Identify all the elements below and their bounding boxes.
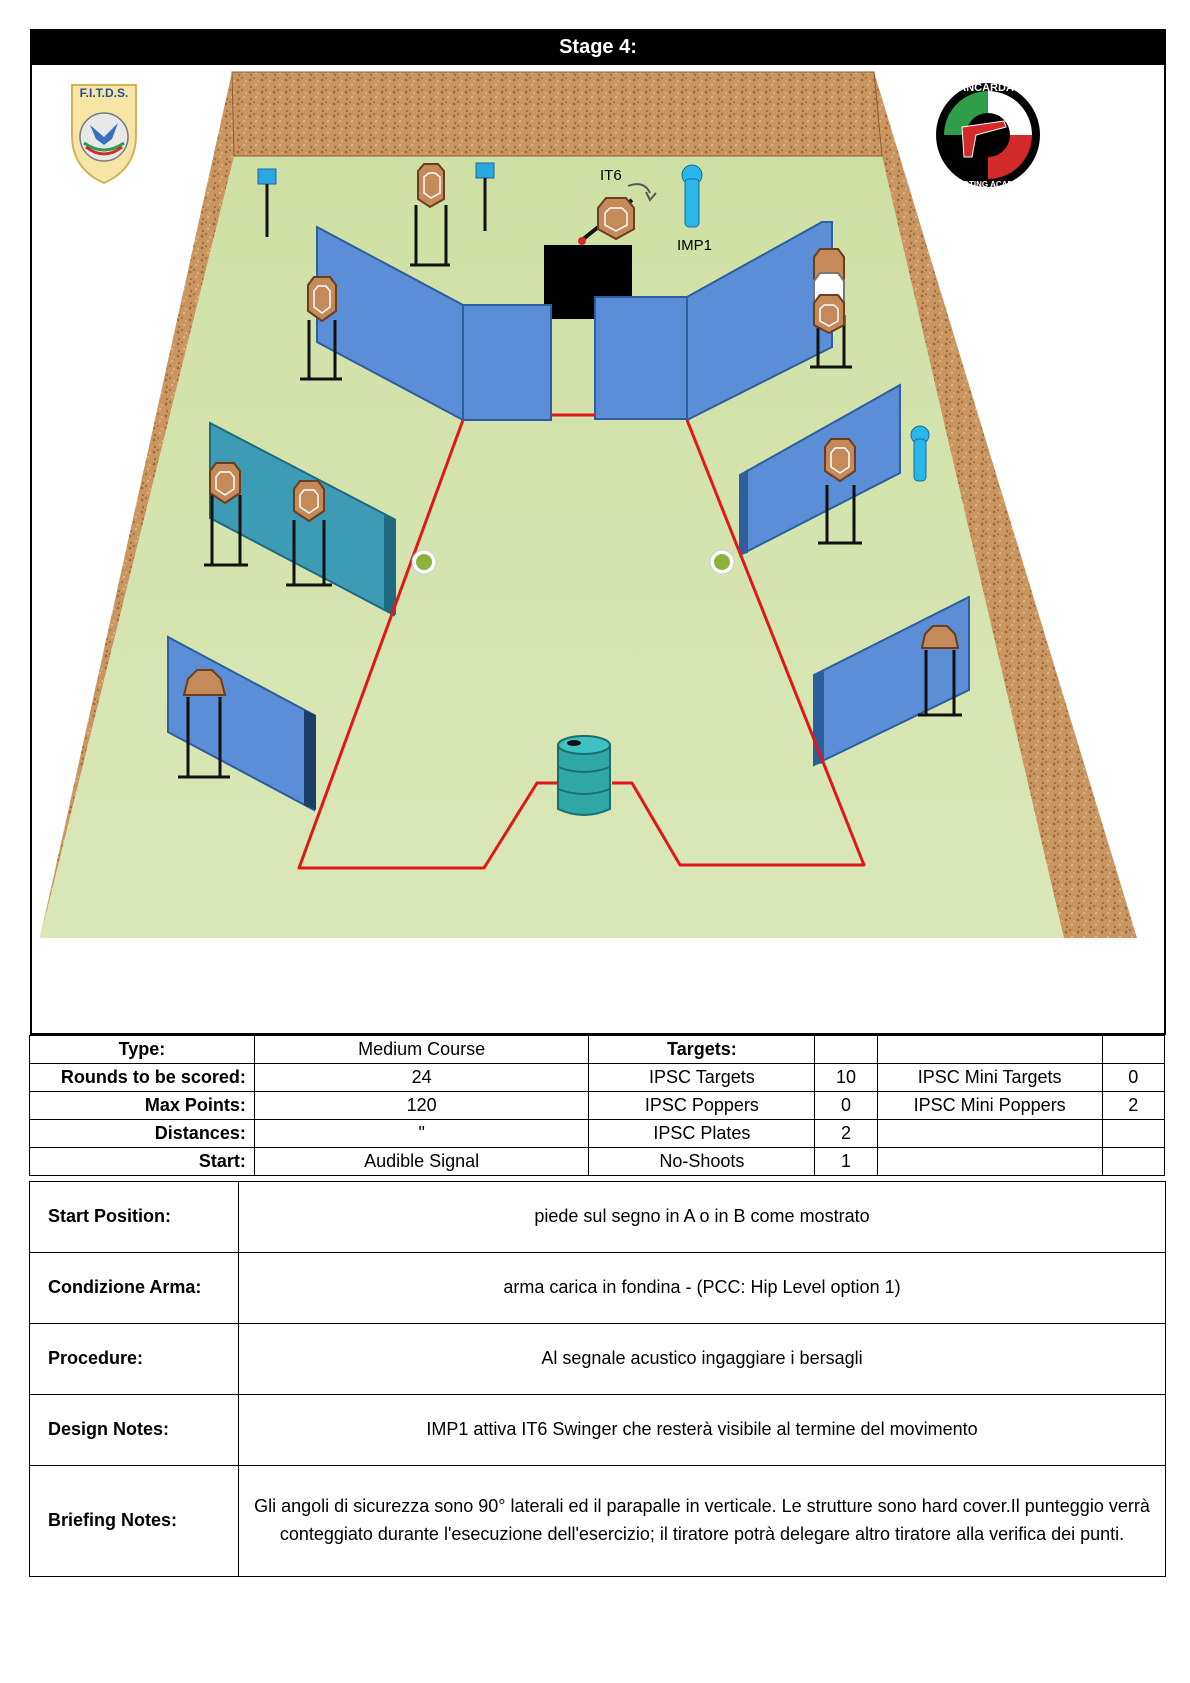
start-label: Start:	[30, 1148, 255, 1176]
piancardato-top-text: PIANCARDATO	[947, 82, 1029, 94]
table-row	[30, 1324, 1166, 1395]
mini-popper	[911, 426, 929, 481]
piancardato-bottom-text: SHOOTING ACADEMY	[945, 180, 1031, 189]
ipsc-poppers-value: 0	[815, 1092, 877, 1120]
rounds-label: Rounds to be scored:	[30, 1064, 255, 1092]
imp1-label: IMP1	[677, 237, 713, 254]
table-row	[30, 1466, 1166, 1577]
wall	[304, 710, 316, 810]
table-row	[30, 1092, 1165, 1120]
ipsc-plates-label: IPSC Plates	[589, 1120, 815, 1148]
ipsc-poppers-label: IPSC Poppers	[589, 1092, 815, 1120]
fitds-logo	[72, 85, 136, 183]
table-row	[30, 1148, 1165, 1176]
rounds-value: 24	[254, 1064, 589, 1092]
it6-label: IT6	[600, 167, 622, 184]
mini-targets-label: IPSC Mini Targets	[877, 1064, 1102, 1092]
start-marker-a	[412, 550, 436, 574]
table-row	[30, 1253, 1166, 1324]
table-row	[30, 1395, 1166, 1466]
stage-title: Stage 4:	[30, 29, 1166, 65]
wall	[463, 305, 551, 420]
condizione-arma-label: Condizione Arma:	[30, 1253, 239, 1324]
table-row	[30, 1182, 1166, 1253]
stage-specs-table	[29, 1035, 1165, 1176]
barrel	[558, 736, 610, 815]
max-points-label: Max Points:	[30, 1092, 255, 1120]
stage-diagram	[30, 65, 1166, 1035]
table-row	[30, 1036, 1165, 1064]
wall	[740, 469, 748, 555]
ipsc-plates-value: 2	[815, 1120, 877, 1148]
distances-label: Distances:	[30, 1120, 255, 1148]
targets-header: Targets:	[589, 1036, 815, 1064]
piancardato-logo	[924, 79, 1052, 191]
table-row	[30, 1064, 1165, 1092]
mini-poppers-label: IPSC Mini Poppers	[877, 1092, 1102, 1120]
wall	[595, 297, 687, 419]
design-notes-label: Design Notes:	[30, 1395, 239, 1466]
start-value: Audible Signal	[254, 1148, 589, 1176]
wall	[384, 515, 396, 615]
start-position-label: Start Position:	[30, 1182, 239, 1253]
briefing-notes-value: Gli angoli di sicurezza sono 90° laterali ed il parapalle in verticale. Le strutture sono hard cover.Il punteggio verrà conteggiato durante l'esecuzione dell'esercizio; il tiratore potrà delegare altro tiratore alla verifica dei punti.	[239, 1466, 1166, 1577]
berm-back-face	[232, 72, 882, 156]
type-value: Medium Course	[254, 1036, 589, 1064]
mini-targets-value: 0	[1102, 1064, 1164, 1092]
stage-notes-table	[29, 1181, 1166, 1577]
distances-value: "	[254, 1120, 589, 1148]
no-shoots-value: 1	[815, 1148, 877, 1176]
type-label: Type:	[30, 1036, 255, 1064]
procedure-label: Procedure:	[30, 1324, 239, 1395]
ipsc-targets-label: IPSC Targets	[589, 1064, 815, 1092]
mini-poppers-value: 2	[1102, 1092, 1164, 1120]
fitds-logo-text: F.I.T.D.S.	[79, 86, 129, 100]
max-points-value: 120	[254, 1092, 589, 1120]
start-marker-b	[710, 550, 734, 574]
briefing-notes-label: Briefing Notes:	[30, 1466, 239, 1577]
procedure-value: Al segnale acustico ingaggiare i bersagli	[239, 1324, 1166, 1395]
mini-popper	[682, 165, 702, 227]
start-position-value: piede sul segno in A o in B come mostrato	[239, 1182, 1166, 1253]
ipsc-targets-value: 10	[815, 1064, 877, 1092]
table-row	[30, 1120, 1165, 1148]
condizione-arma-value: arma carica in fondina - (PCC: Hip Level option 1)	[239, 1253, 1166, 1324]
no-shoots-label: No-Shoots	[589, 1148, 815, 1176]
design-notes-value: IMP1 attiva IT6 Swinger che resterà visibile al termine del movimento	[239, 1395, 1166, 1466]
